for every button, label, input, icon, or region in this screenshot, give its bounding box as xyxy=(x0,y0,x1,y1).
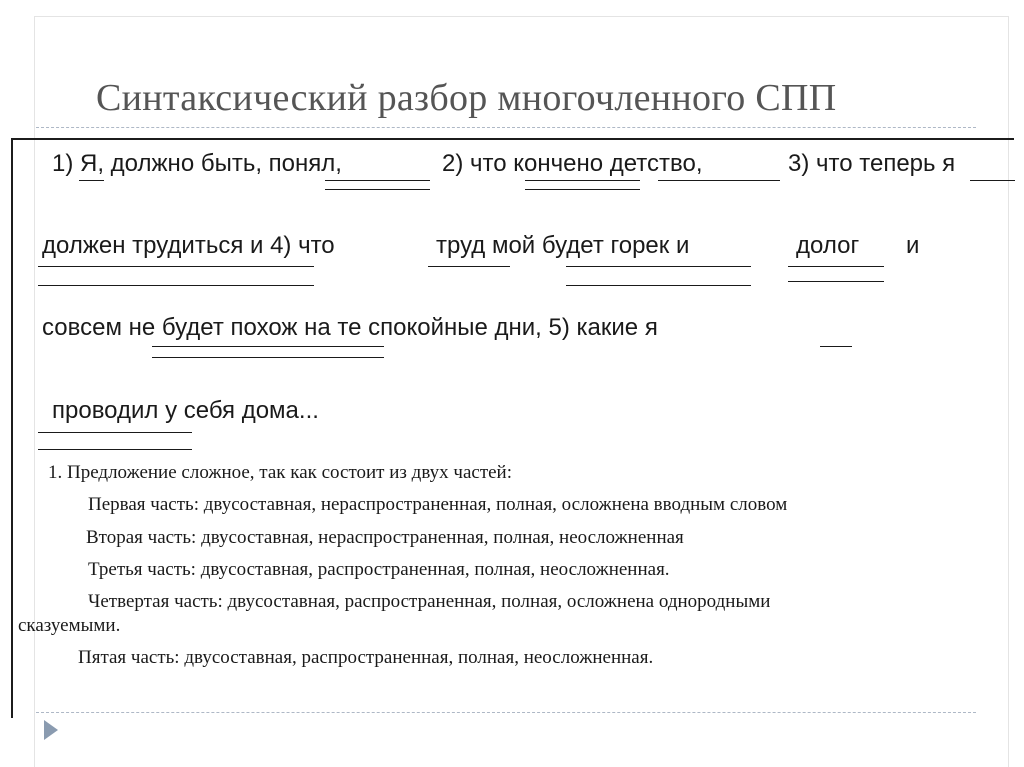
underline-predicate-provodil-2 xyxy=(38,449,192,450)
sentence-line2-part3: долог xyxy=(796,232,860,259)
underline-subject-ya-2 xyxy=(970,180,1015,181)
underline-predicate-koncheno-2 xyxy=(525,189,640,190)
sentence-line4: проводил у себя дома... xyxy=(52,397,319,424)
underline-subject-trud xyxy=(428,266,510,267)
underline-predicate-pokhozh-2 xyxy=(152,357,384,358)
analysis-header: 1. Предложение сложное, так как состоит из двух частей: xyxy=(48,462,512,483)
underline-predicate-budet-2 xyxy=(566,285,751,286)
footer-divider xyxy=(36,712,976,713)
underline-predicate-dolzhen-1 xyxy=(38,266,314,267)
sentence-line1-part3: 3) что теперь я xyxy=(788,150,956,177)
title-divider xyxy=(36,127,976,128)
analysis-part2: Вторая часть: двусоставная, нераспространенная, полная, неосложненная xyxy=(86,527,684,548)
content-left-border xyxy=(11,138,13,718)
underline-predicate-dolzhen-2 xyxy=(38,285,314,286)
analysis-part3: Третья часть: двусоставная, распространенная, полная, неосложненная. xyxy=(88,559,670,580)
underline-predicate-ponyal-2 xyxy=(325,189,430,190)
underline-subject-ya-1 xyxy=(79,180,104,181)
sentence-line2-part1: должен трудиться и 4) что xyxy=(42,232,335,259)
underline-predicate-dolog-1 xyxy=(788,266,884,267)
analysis-part4-line2: сказуемыми. xyxy=(18,615,121,636)
analysis-part5: Пятая часть: двусоставная, распространенная, полная, неосложненная. xyxy=(78,647,654,668)
underline-predicate-dolog-2 xyxy=(788,281,884,282)
underline-predicate-provodil-1 xyxy=(38,432,192,433)
underline-subject-ya-3 xyxy=(820,346,852,347)
slide-title: Синтаксический разбор многочленного СПП xyxy=(96,77,837,119)
analysis-part1: Первая часть: двусоставная, нераспространенная, полная, осложнена вводным словом xyxy=(88,494,788,515)
analysis-part4-line1: Четвертая часть: двусоставная, распространенная, полная, осложнена однородными xyxy=(88,591,771,612)
triangle-right-icon xyxy=(44,720,58,740)
underline-subject-detstvo xyxy=(658,180,780,181)
underline-predicate-koncheno-1 xyxy=(525,180,640,181)
sentence-line3: совсем не будет похож на те спокойные дни, 5) какие я xyxy=(42,314,658,341)
underline-predicate-ponyal-1 xyxy=(325,180,430,181)
content-top-border xyxy=(11,138,1014,140)
sentence-line1-part2: 2) что кончено детство, xyxy=(442,150,703,177)
underline-predicate-budet-1 xyxy=(566,266,751,267)
sentence-line2-part4: и xyxy=(906,232,920,259)
sentence-line1-part1: 1) Я, должно быть, понял, xyxy=(52,150,342,177)
sentence-line2-part2: труд мой будет горек и xyxy=(436,232,690,259)
underline-predicate-pokhozh-1 xyxy=(152,346,384,347)
